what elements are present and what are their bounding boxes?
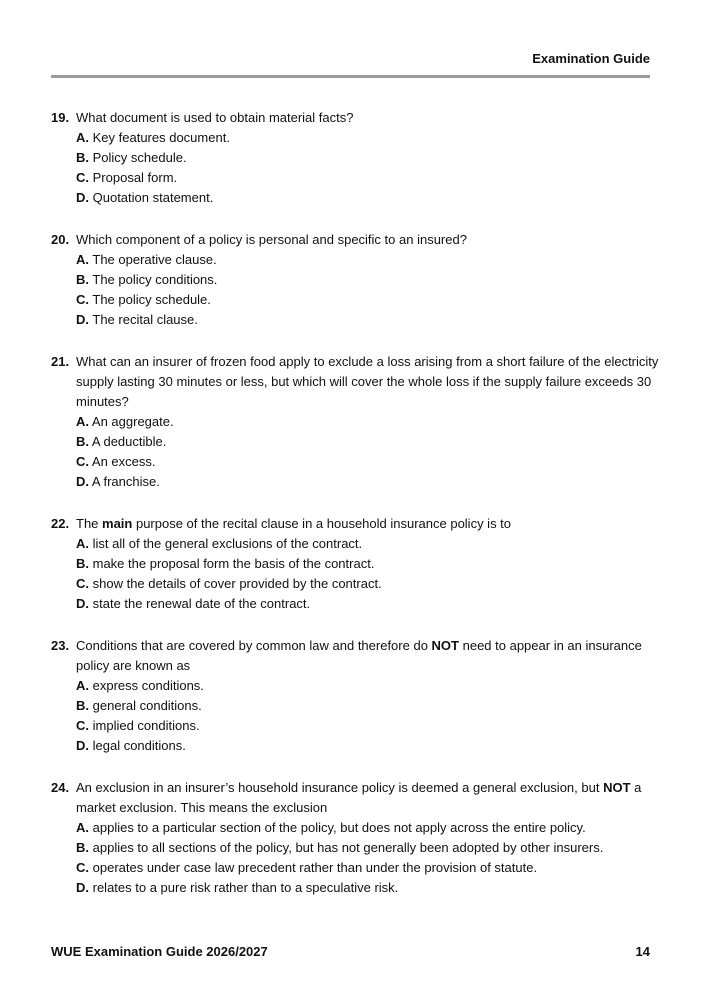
stem-text: The	[76, 516, 103, 531]
option-text: The operative clause.	[92, 252, 217, 267]
option-d	[76, 878, 661, 898]
option-letter: A.	[76, 820, 89, 835]
question-text	[76, 636, 661, 676]
option-c	[76, 290, 661, 310]
option-letter: B.	[76, 272, 89, 287]
question-24	[51, 778, 661, 898]
option-d	[76, 736, 661, 756]
option-letter: D.	[76, 312, 89, 327]
option-d	[76, 594, 661, 614]
stem-text: a market exclusion. This means the exclusion	[76, 780, 642, 815]
option-letter: B.	[76, 434, 89, 449]
option-letter: D.	[76, 880, 89, 895]
option-a	[76, 676, 661, 696]
option-letter: A.	[76, 252, 89, 267]
stem-text: What document is used to obtain material facts?	[76, 110, 354, 125]
question-number: 24.	[51, 780, 70, 795]
option-c	[76, 168, 661, 188]
option-d	[76, 188, 661, 208]
option-text: legal conditions.	[92, 738, 186, 753]
option-c	[76, 452, 661, 472]
answer-options	[76, 818, 661, 898]
option-letter: A.	[76, 536, 89, 551]
option-letter: C.	[76, 860, 89, 875]
option-text: The recital clause.	[92, 312, 198, 327]
option-a	[76, 818, 661, 838]
option-text: general conditions.	[92, 698, 202, 713]
option-letter: A.	[76, 130, 89, 145]
option-text: relates to a pure risk rather than to a speculative risk.	[92, 880, 399, 895]
page-footer	[51, 943, 650, 961]
stem-text: purpose of the recital clause in a household insurance policy is to	[132, 516, 512, 531]
option-letter: B.	[76, 556, 89, 571]
option-text: Policy schedule.	[92, 150, 187, 165]
option-c	[76, 574, 661, 594]
option-text: applies to a particular section of the policy, but does not apply across the entire policy.	[92, 820, 586, 835]
option-text: operates under case law precedent rather than under the provision of statute.	[92, 860, 538, 875]
option-text: An excess.	[91, 454, 156, 469]
answer-options	[76, 534, 661, 614]
question-list	[51, 108, 661, 920]
option-letter: D.	[76, 738, 89, 753]
question-stem	[51, 108, 661, 128]
page-header	[51, 50, 650, 78]
stem-emphasis: NOT	[431, 638, 459, 653]
option-letter: C.	[76, 170, 89, 185]
stem-text: An exclusion in an insurer’s household insurance policy is deemed a general exclusion, but	[76, 780, 604, 795]
option-d	[76, 310, 661, 330]
option-b	[76, 432, 661, 452]
option-letter: A.	[76, 414, 89, 429]
stem-emphasis: NOT	[603, 780, 631, 795]
question-number: 20.	[51, 232, 70, 247]
option-b	[76, 696, 661, 716]
option-a	[76, 412, 661, 432]
question-stem	[51, 778, 661, 818]
option-letter: C.	[76, 576, 89, 591]
option-text: implied conditions.	[92, 718, 200, 733]
answer-options	[76, 676, 661, 756]
option-a	[76, 250, 661, 270]
option-letter: B.	[76, 698, 89, 713]
option-letter: D.	[76, 474, 89, 489]
option-b	[76, 554, 661, 574]
option-a	[76, 534, 661, 554]
option-text: A franchise.	[91, 474, 160, 489]
question-number: 23.	[51, 638, 70, 653]
header-title: Examination Guide	[532, 51, 650, 66]
option-text: The policy conditions.	[92, 272, 218, 287]
option-text: A deductible.	[91, 434, 167, 449]
question-text	[76, 352, 661, 412]
option-text: Key features document.	[92, 130, 230, 145]
option-text: make the proposal form the basis of the contract.	[92, 556, 375, 571]
option-text: show the details of cover provided by the contract.	[92, 576, 382, 591]
option-text: express conditions.	[92, 678, 204, 693]
option-c	[76, 716, 661, 736]
stem-text: Which component of a policy is personal and specific to an insured?	[76, 232, 467, 247]
option-letter: A.	[76, 678, 89, 693]
option-d	[76, 472, 661, 492]
answer-options	[76, 412, 661, 492]
option-c	[76, 858, 661, 878]
answer-options	[76, 250, 661, 330]
option-b	[76, 838, 661, 858]
option-text: state the renewal date of the contract.	[92, 596, 311, 611]
option-text: An aggregate.	[91, 414, 174, 429]
option-text: The policy schedule.	[92, 292, 211, 307]
option-letter: C.	[76, 292, 89, 307]
question-stem	[51, 230, 661, 250]
option-b	[76, 148, 661, 168]
question-stem	[51, 636, 661, 676]
question-23	[51, 636, 661, 756]
option-letter: B.	[76, 840, 89, 855]
question-stem	[51, 352, 661, 412]
stem-text: need to appear in an insurance policy are known as	[76, 638, 642, 673]
option-a	[76, 128, 661, 148]
page-number: 14	[635, 944, 650, 959]
question-20	[51, 230, 661, 330]
stem-emphasis: main	[102, 516, 133, 531]
option-text: Proposal form.	[92, 170, 178, 185]
question-text	[76, 778, 661, 818]
question-text	[76, 230, 661, 250]
question-stem	[51, 514, 661, 534]
option-letter: D.	[76, 190, 89, 205]
option-letter: D.	[76, 596, 89, 611]
option-letter: B.	[76, 150, 89, 165]
option-text: Quotation statement.	[92, 190, 214, 205]
question-21	[51, 352, 661, 492]
answer-options	[76, 128, 661, 208]
question-number: 22.	[51, 516, 70, 531]
stem-text: Conditions that are covered by common law and therefore do	[76, 638, 432, 653]
question-19	[51, 108, 661, 208]
question-number: 21.	[51, 354, 70, 369]
header-divider	[51, 75, 650, 78]
question-text	[76, 514, 661, 534]
question-22	[51, 514, 661, 614]
option-text: list all of the general exclusions of the contract.	[92, 536, 363, 551]
question-text	[76, 108, 661, 128]
option-b	[76, 270, 661, 290]
footer-document-title: WUE Examination Guide 2026/2027	[51, 944, 268, 959]
question-number: 19.	[51, 110, 70, 125]
stem-text: What can an insurer of frozen food apply to exclude a loss arising from a short failure of the electricity supply lasting 30 minutes or less, but which will cover the whole loss if the supply failure exceeds 30 minutes?	[76, 354, 659, 409]
option-letter: C.	[76, 718, 89, 733]
option-text: applies to all sections of the policy, but has not generally been adopted by other insurers.	[92, 840, 604, 855]
option-letter: C.	[76, 454, 89, 469]
